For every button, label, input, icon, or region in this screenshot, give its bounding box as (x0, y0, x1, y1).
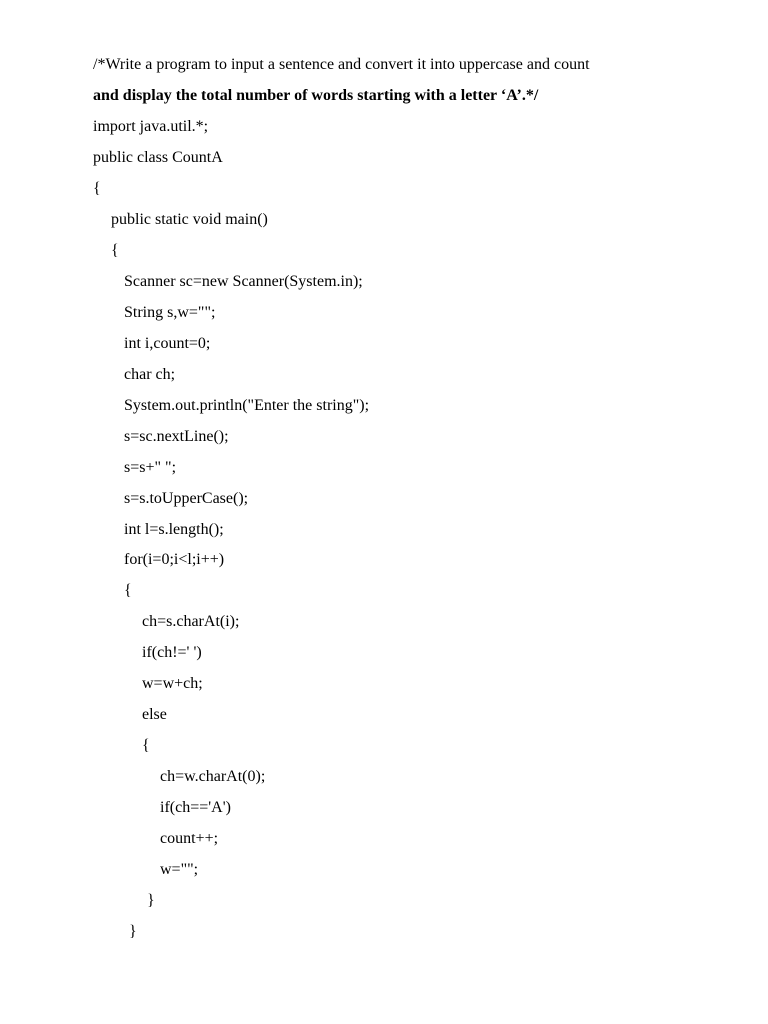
code-line-12: s=s+" "; (124, 459, 177, 476)
code-line-25: w=""; (160, 861, 199, 878)
code-line-7: String s,w=""; (124, 304, 216, 321)
code-line-19: w=w+ch; (142, 675, 203, 692)
code-line-9: char ch; (124, 366, 176, 383)
code-line-18: if(ch!=' ') (142, 644, 202, 661)
code-line-10: System.out.println("Enter the string"); (124, 397, 370, 414)
code-line-24: count++; (160, 830, 219, 847)
code-line-22: ch=w.charAt(0); (160, 768, 266, 785)
code-line-8: int i,count=0; (124, 335, 211, 352)
code-line-5: { (111, 242, 119, 259)
code-line-21: { (142, 737, 150, 754)
code-line-6: Scanner sc=new Scanner(System.in); (124, 273, 363, 290)
code-line-26: } (147, 892, 155, 909)
code-line-4: public static void main() (111, 211, 268, 228)
code-line-17: ch=s.charAt(i); (142, 613, 240, 630)
code-line-20: else (142, 706, 167, 723)
code-line-13: s=s.toUpperCase(); (124, 490, 249, 507)
comment-line-1: /*Write a program to input a sentence and convert it into uppercase and count (93, 56, 590, 73)
comment-line-2: and display the total number of words starting with a letter ‘A’.*/ (93, 87, 539, 104)
code-line-23: if(ch=='A') (160, 799, 231, 816)
code-line-2: public class CountA (93, 149, 223, 166)
code-line-11: s=sc.nextLine(); (124, 428, 229, 445)
code-line-3: { (93, 180, 101, 197)
code-line-15: for(i=0;i<l;i++) (124, 551, 225, 568)
code-line-14: int l=s.length(); (124, 521, 224, 538)
code-line-27: } (129, 923, 137, 940)
code-line-16: { (124, 582, 132, 599)
code-line-1: import java.util.*; (93, 118, 209, 135)
